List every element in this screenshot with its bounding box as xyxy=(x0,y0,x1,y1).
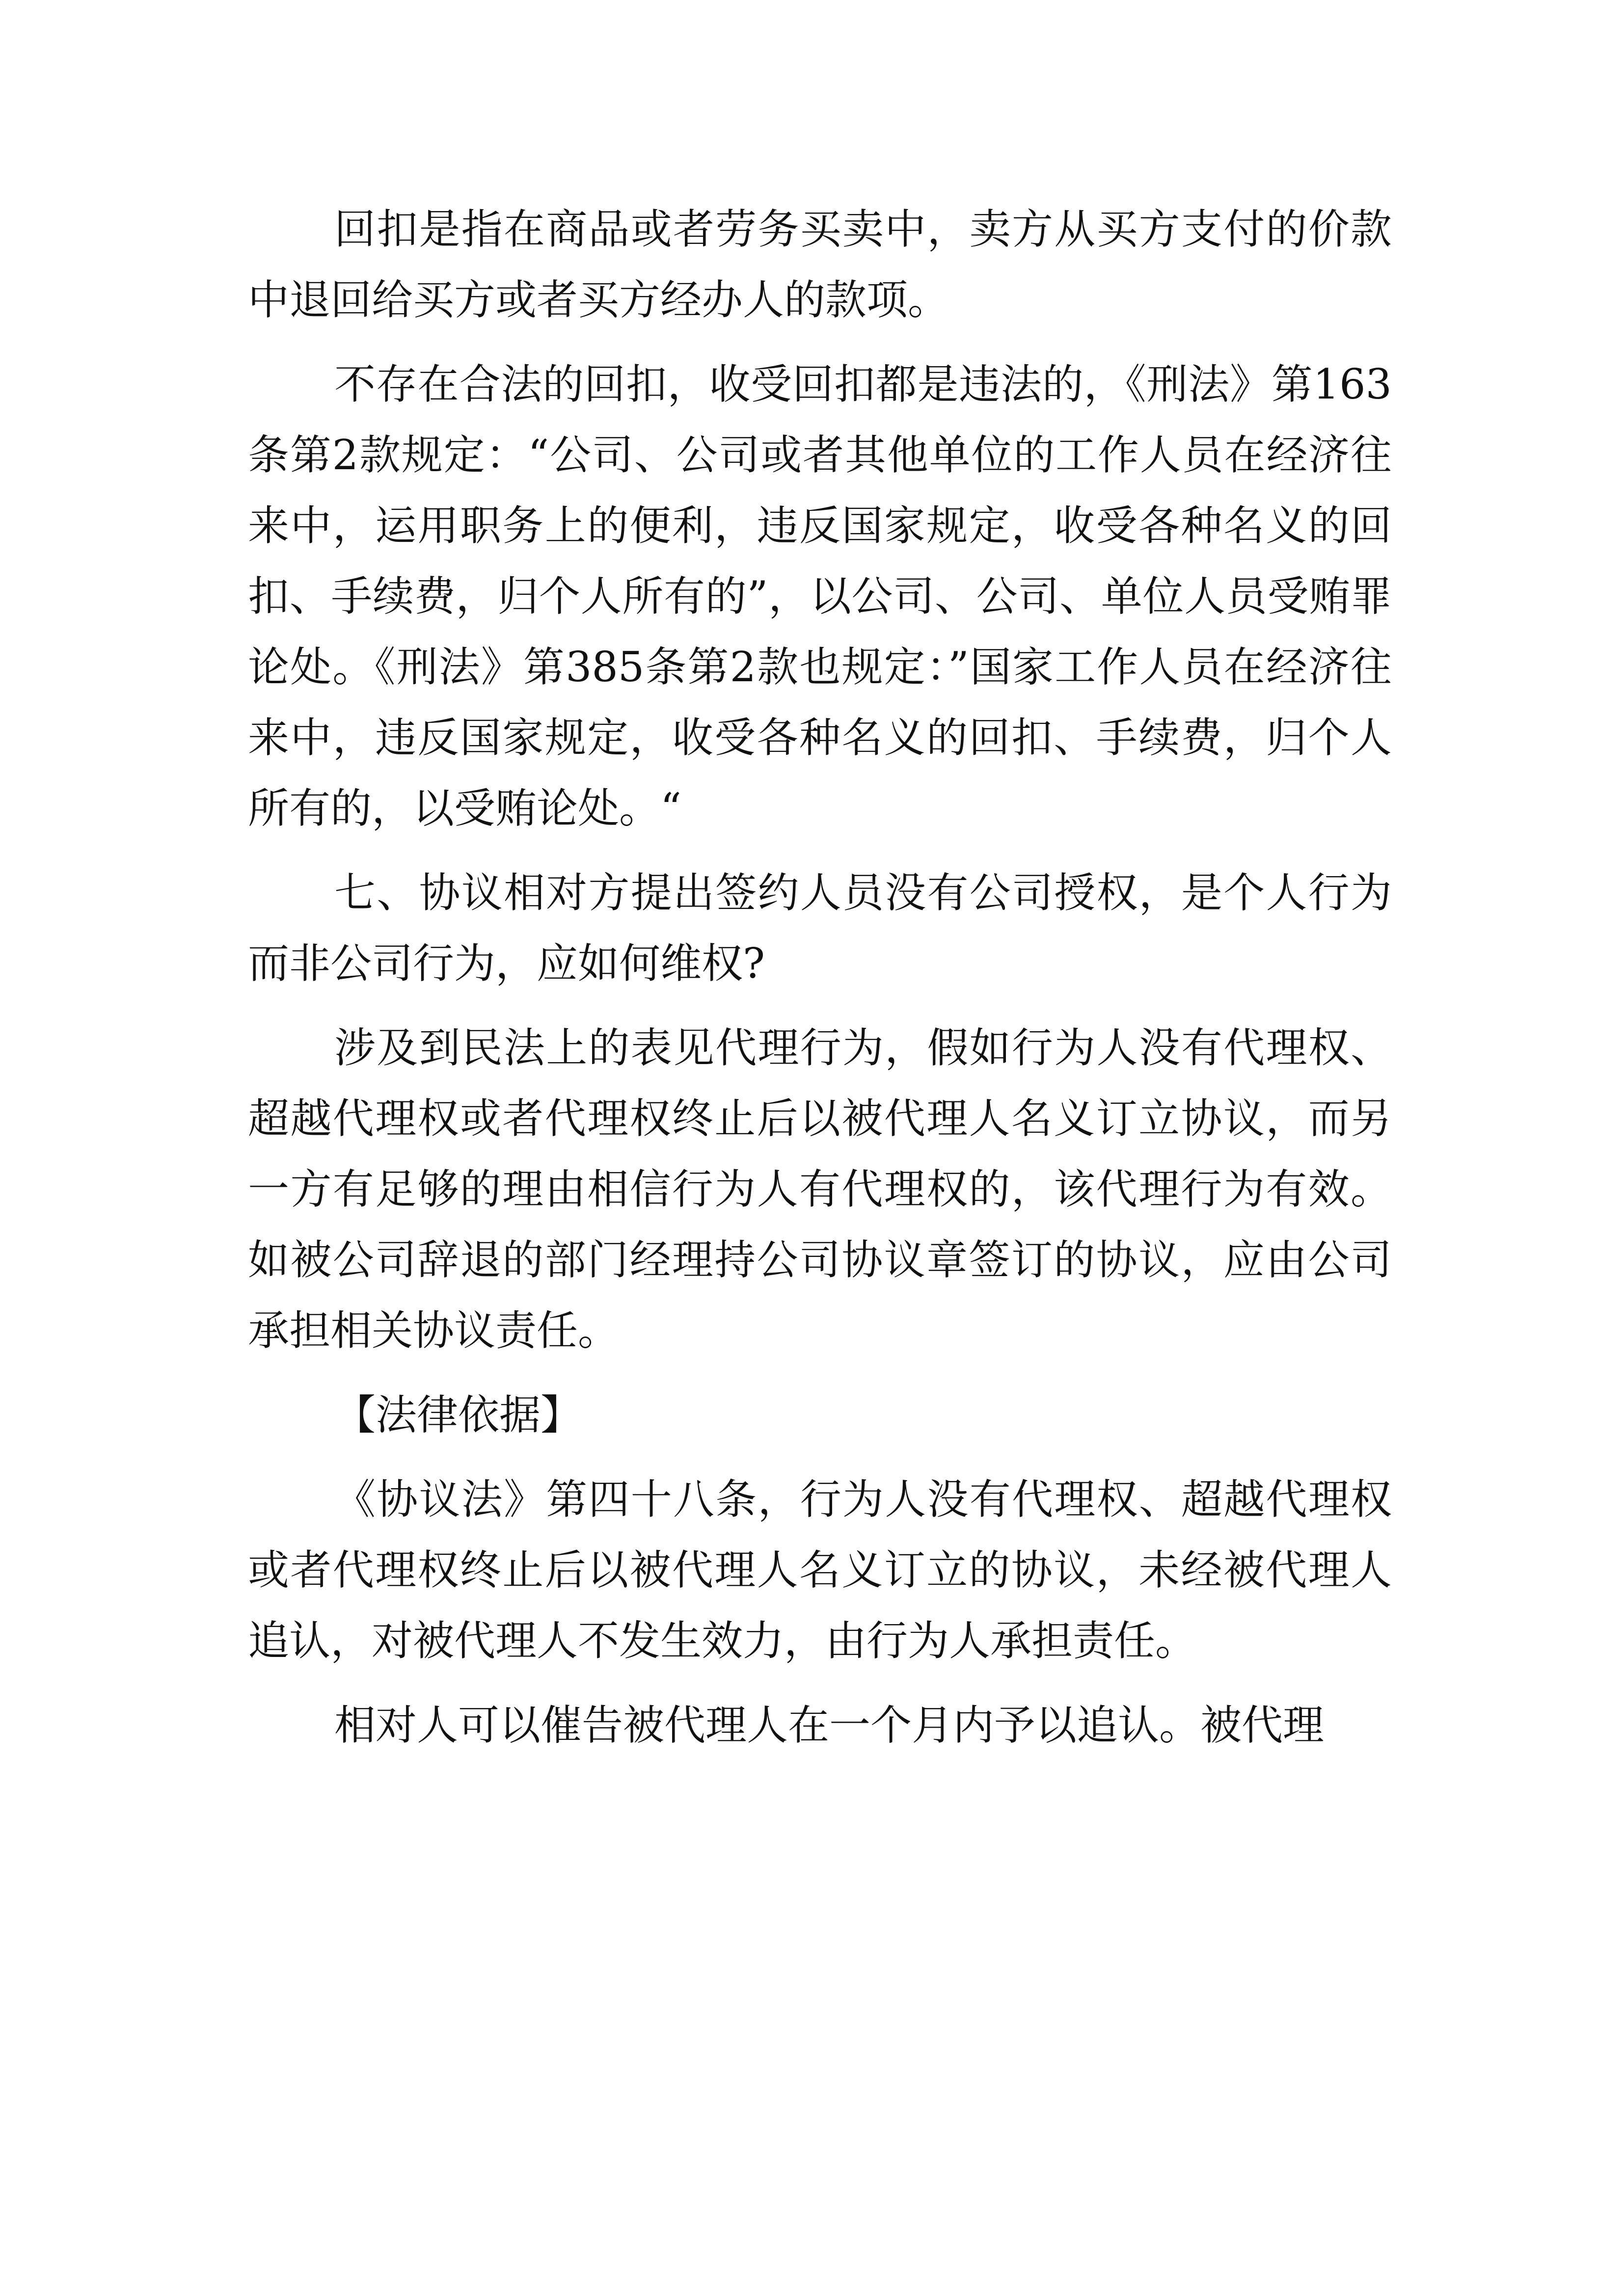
paragraph-apparent-agency: 涉及到民法上的表见代理行为，假如行为人没有代理权、超越代理权或者代理权终止后以被代理人名义订立协议，而另一方有足够的理由相信行为人有代理权的，该代理行为有效。如被公司辞退的部门经理持公司协议章签订的协议，应由公司承担相关协议责任。 xyxy=(248,1024,1392,1355)
paragraph-kickback-illegal: 不存在合法的回扣，收受回扣都是违法的，《刑法》第163条第2款规定：“公司、公司或者其他单位的工作人员在经济往来中，运用职务上的便利，违反国家规定，收受各种名义的回扣、手续费，归个人所有的”，以公司、公司、单位人员受贿罪论处。《刑法》第385条第2款也规定：”国家工作人员在经济往来中，违反国家规定，收受各种名义的回扣、手续费，归个人所有的，以受贿论处。“ xyxy=(248,360,1392,832)
paragraph-legal-basis-heading: 【法律依据】 xyxy=(334,1391,582,1439)
paragraph-ratification: 相对人可以催告被代理人在一个月内予以追认。被代理 xyxy=(334,1701,1325,1749)
paragraph-kickback-definition: 回扣是指在商品或者劳务买卖中，卖方从买方支付的价款中退回给买方或者买方经办人的款项。 xyxy=(248,205,1392,324)
paragraph-article-48: 《协议法》第四十八条，行为人没有代理权、超越代理权或者代理权终止后以被代理人名义订立的协议，未经被代理人追认，对被代理人不发生效力，由行为人承担责任。 xyxy=(248,1475,1392,1665)
document-body xyxy=(248,194,1392,1774)
paragraph-section-seven-question: 七、协议相对方提出签约人员没有公司授权，是个人行为而非公司行为，应如何维权? xyxy=(248,869,1392,988)
